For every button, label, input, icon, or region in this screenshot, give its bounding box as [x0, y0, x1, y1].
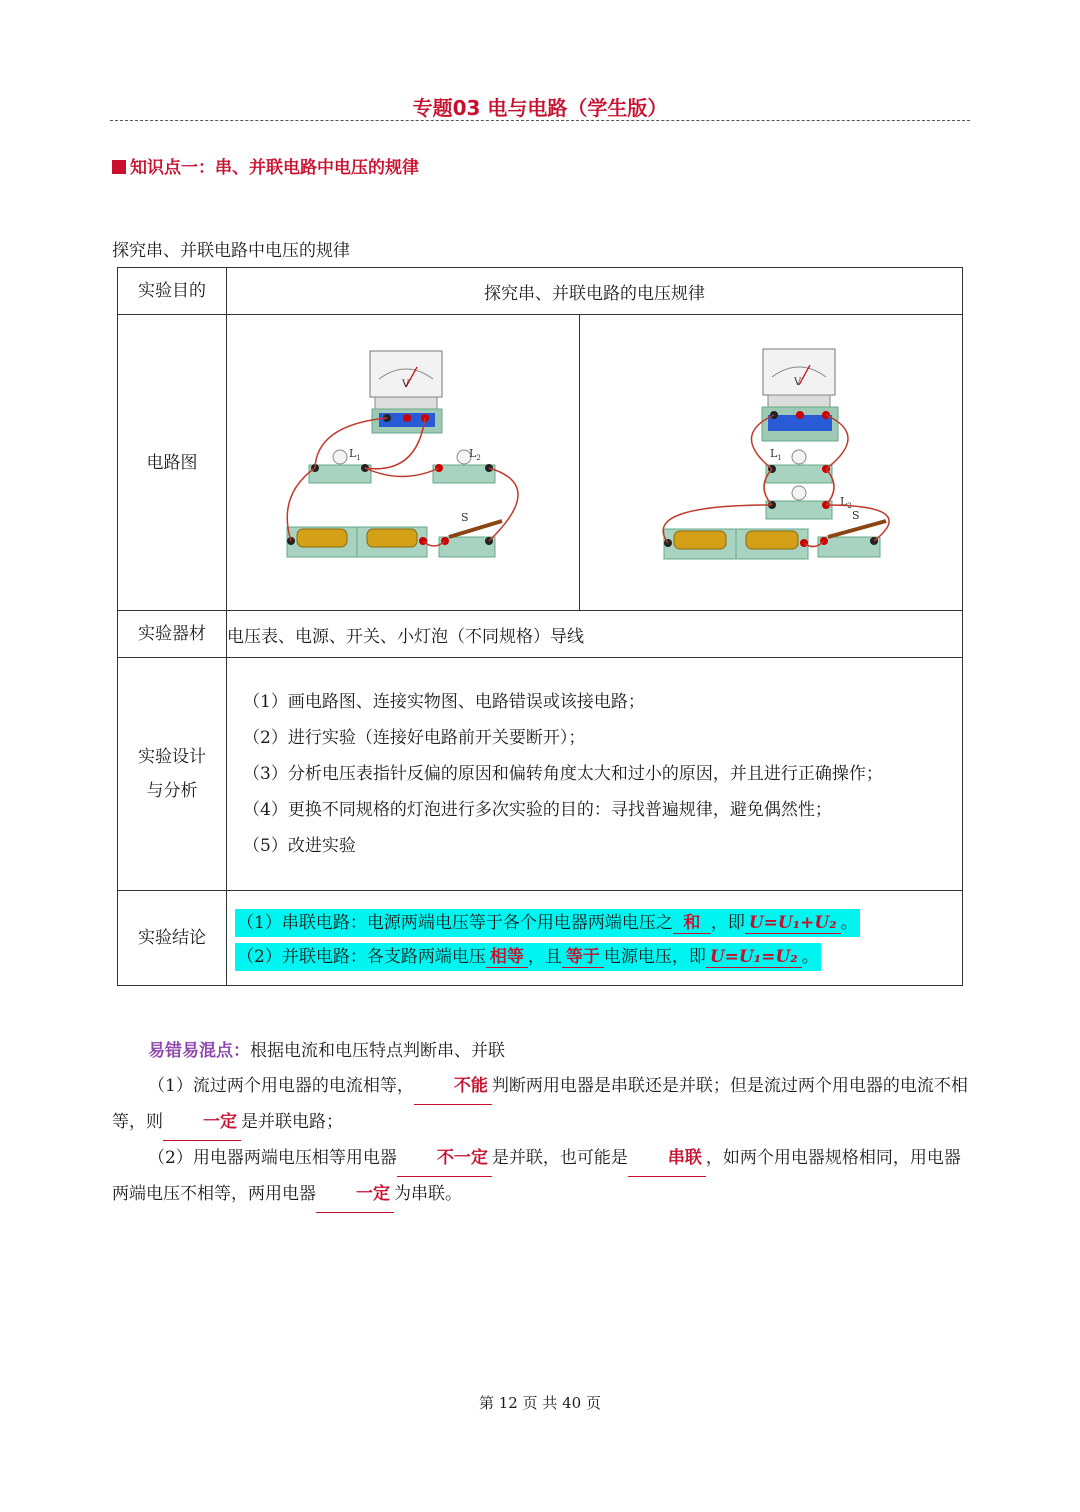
purpose-value: 探究串、并联电路的电压规律 — [227, 268, 963, 315]
switch-icon — [439, 511, 502, 557]
conclusion-text: （2）并联电路：各支路两端电压 — [237, 947, 486, 967]
lamp-l1-icon — [766, 447, 832, 483]
design-label-line: 与分析 — [146, 781, 198, 801]
note-paragraph-1 — [112, 1069, 972, 1141]
answer-blank: 一定 — [316, 1177, 394, 1213]
formula-text: U=U₁=U₂ — [709, 947, 798, 967]
table-row — [118, 891, 963, 986]
design-list — [227, 658, 963, 891]
section-heading-text: 知识点一：串、并联电路中电压的规律 — [130, 158, 419, 178]
conclusion-text: 电源电压，即 — [603, 947, 706, 967]
conclusion-text: ，即 — [710, 913, 745, 933]
list-item: （3）分析电压表指针反偏的原因和偏转角度太大和过小的原因，并且进行正确操作； — [243, 764, 883, 784]
note-text: 是并联，也可能是 — [491, 1148, 628, 1168]
table-caption: 探究串、并联电路中电压的规律 — [112, 241, 350, 261]
list-item: （4）更换不同规格的灯泡进行多次实验的目的：寻找普遍规律，避免偶然性； — [243, 800, 832, 820]
materials-label: 实验器材 — [118, 611, 227, 658]
meter-label: V — [402, 379, 410, 390]
answer-blank: 一定 — [163, 1105, 241, 1141]
section-heading — [112, 153, 419, 178]
conclusion-cell — [227, 891, 963, 986]
answer-blank: 不一定 — [397, 1141, 492, 1177]
diagram-label: 电路图 — [118, 315, 227, 611]
lamp-l2-label: $L_2$ — [840, 495, 852, 510]
formula-blank — [745, 913, 841, 934]
lamp-l1-label: $L_1$ — [770, 447, 782, 462]
table-row — [118, 658, 963, 891]
conclusion-label: 实验结论 — [118, 891, 227, 986]
answer-blank: 相等 — [486, 942, 528, 968]
parallel-circuit-diagram — [580, 315, 962, 605]
note-intro-line — [112, 1034, 972, 1069]
battery-icon — [664, 529, 808, 559]
note-paragraph-2 — [112, 1141, 972, 1213]
switch-label: S — [852, 509, 860, 522]
note-tag: 易错易混点： — [148, 1041, 250, 1061]
page-number: 第 12 页 共 40 页 — [478, 1394, 601, 1412]
square-bullet-icon — [112, 160, 126, 174]
answer-blank: 不能 — [414, 1069, 492, 1105]
materials-value: 电压表、电源、开关、小灯泡（不同规格）导线 — [227, 611, 963, 658]
conclusion-parallel — [227, 942, 962, 968]
conclusion-series — [227, 908, 962, 934]
formula-text: U=U₁+U₂ — [748, 913, 837, 933]
note-intro: 根据电流和电压特点判断串、并联 — [250, 1041, 505, 1061]
note-text: （1）流过两个用电器的电流相等， — [148, 1076, 414, 1096]
conclusion-text: （1）串联电路：电源两端电压等于各个用电器两端电压之 — [237, 913, 673, 933]
design-label-line: 实验设计 — [138, 747, 206, 767]
series-circuit-cell — [227, 315, 580, 611]
answer-blank: 和 — [673, 908, 711, 934]
common-mistakes-note — [112, 1034, 972, 1213]
list-item: （2）进行实验（连接好电路前开关要断开）； — [243, 728, 586, 748]
conclusion-text: 。 — [840, 913, 858, 933]
design-label — [118, 658, 227, 891]
list-item: （5）改进实验 — [243, 836, 356, 856]
series-circuit-diagram — [227, 315, 579, 605]
header-divider — [110, 120, 970, 121]
meter-label: V — [794, 377, 802, 388]
answer-blank: 串联 — [628, 1141, 706, 1177]
lamp-l2-icon — [766, 486, 852, 519]
lamp-l2-icon — [433, 447, 495, 483]
purpose-label: 实验目的 — [118, 268, 227, 315]
lamp-l1-label: $L_1$ — [349, 447, 361, 462]
voltmeter-icon — [762, 349, 838, 441]
note-text: （2）用电器两端电压相等用电器 — [148, 1148, 397, 1168]
note-text: 为串联。 — [394, 1184, 462, 1204]
page-title: 专题03 电与电路（学生版） — [412, 96, 668, 120]
formula-blank — [706, 947, 802, 968]
list-item: （1）画电路图、连接实物图、电路错误或该接电路； — [243, 692, 645, 712]
conclusion-text: 。 — [801, 947, 819, 967]
answer-blank: 等于 — [562, 942, 604, 968]
switch-label: S — [461, 511, 469, 524]
table-row — [118, 611, 963, 658]
battery-icon — [287, 527, 427, 557]
note-text: 是并联电路； — [241, 1112, 343, 1132]
conclusion-text: ，且 — [527, 947, 562, 967]
note-text: ，如两个用电器规格相同，用电器两端电压不相等，两用电器 — [112, 1148, 961, 1204]
lamp-l2-label: $L_2$ — [469, 447, 481, 462]
table-row — [118, 268, 963, 315]
table-row — [118, 315, 963, 611]
experiment-table — [117, 267, 963, 986]
parallel-circuit-cell — [580, 315, 963, 611]
note-text: 判断两用电器是串联还是并联；但是流过两个用电器的电流不相等，则 — [112, 1076, 968, 1132]
voltmeter-icon — [370, 351, 442, 433]
